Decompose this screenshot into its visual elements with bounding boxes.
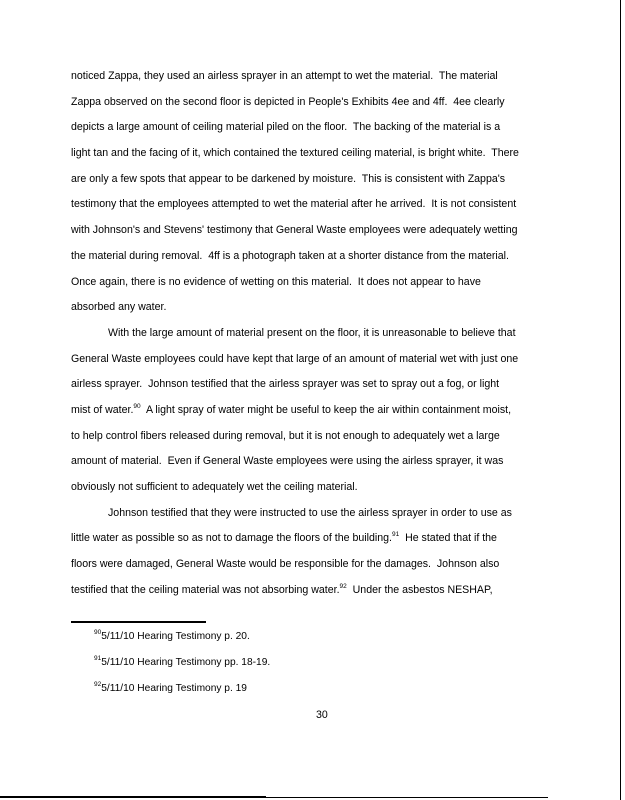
text-line	[71, 449, 591, 475]
text-line	[71, 270, 591, 296]
line-text: depicts a large amount of ceiling material piled on the floor. The backing of the material is a	[71, 121, 501, 134]
footnote-91	[94, 657, 270, 668]
footnote-text: 5/11/10 Hearing Testimony pp. 18-19.	[101, 657, 271, 668]
text-line	[71, 115, 591, 141]
footnote-text: 5/11/10 Hearing Testimony p. 20.	[101, 631, 250, 642]
line-text: testified that the ceiling material was not absorbing water.	[71, 583, 340, 596]
text-line	[71, 244, 591, 270]
text-line	[71, 192, 591, 218]
line-text: obviously not sufficient to adequately wet the ceiling material.	[71, 481, 358, 493]
text-line	[71, 372, 591, 398]
line-text: With the large amount of material present on the floor, it is unreasonable to believe that	[108, 326, 516, 339]
line-text: are only a few spots that appear to be darkened by moisture. This is consistent with Zappa's	[71, 172, 506, 185]
line-text: General Waste employees could have kept that large of an amount of material wet with just one	[71, 352, 519, 365]
text-line	[71, 552, 591, 578]
line-text: light tan and the facing of it, which contained the textured ceiling material, is bright white. There	[71, 147, 519, 160]
footnote-text: 5/11/10 Hearing Testimony p. 19	[101, 683, 247, 694]
line-text: Once again, there is no evidence of wetting on this material. It does not appear to have	[71, 275, 481, 288]
text-line	[71, 90, 591, 116]
footnote-reference: 91	[391, 531, 400, 539]
text-line	[71, 578, 591, 604]
page-number: 30	[316, 709, 328, 721]
text-line	[71, 526, 591, 552]
text-line	[71, 501, 591, 527]
line-text: Zappa observed on the second floor is depicted in People's Exhibits 4ee and 4ff. 4ee clearly	[71, 95, 505, 108]
line-text: noticed Zappa, they used an airless sprayer in an attempt to wet the material. The material	[71, 70, 498, 82]
line-text: testimony that the employees attempted to wet the material after he arrived. It is not consistent	[71, 198, 517, 211]
line-text: He stated that if the	[399, 532, 497, 545]
text-line	[71, 398, 591, 424]
text-line	[71, 321, 591, 347]
text-line	[71, 167, 591, 193]
line-text: floors were damaged, General Waste would be responsible for the damages. Johnson also	[71, 558, 500, 571]
text-line	[71, 347, 591, 373]
line-text: Johnson testified that they were instructed to use the airless sprayer in order to use as	[108, 506, 512, 519]
footnote-90	[94, 631, 250, 642]
line-text: airless sprayer. Johnson testified that the airless sprayer was set to spray out a fog, or light	[71, 378, 500, 391]
footnote-number: 91	[94, 655, 102, 662]
text-line	[71, 218, 591, 244]
footnote-separator	[71, 621, 206, 623]
page-bottom-border-thin	[266, 797, 548, 798]
footnote-reference: 90	[133, 402, 141, 410]
text-line	[71, 475, 591, 501]
footnote-number: 92	[94, 681, 102, 688]
text-line	[71, 424, 591, 450]
body-text	[71, 64, 591, 603]
line-text: A light spray of water might be useful to keep the air within containment moist,	[140, 403, 512, 416]
text-line	[71, 141, 591, 167]
footnote-92	[94, 683, 247, 694]
line-text: little water as possible so as not to damage the floors of the building.	[71, 532, 392, 545]
line-text: amount of material. Even if General Waste employees were using the airless sprayer, it was	[71, 455, 504, 468]
footnote-reference: 92	[339, 582, 347, 590]
page-bottom-border	[0, 796, 266, 798]
line-text: with Johnson's and Stevens' testimony that General Waste employees were adequately wetting	[71, 224, 518, 237]
line-text: absorbed any water.	[71, 301, 167, 314]
footnote-number: 90	[94, 629, 102, 636]
line-text: the material during removal. 4ff is a photograph taken at a shorter distance from the material.	[71, 249, 509, 262]
text-line	[71, 64, 591, 90]
page-right-border	[620, 0, 621, 800]
line-text: to help control fibers released during removal, but it is not enough to adequately wet a large	[71, 429, 500, 442]
text-line	[71, 295, 591, 321]
line-text: mist of water.	[71, 403, 134, 416]
line-text: Under the asbestos NESHAP,	[346, 583, 493, 596]
